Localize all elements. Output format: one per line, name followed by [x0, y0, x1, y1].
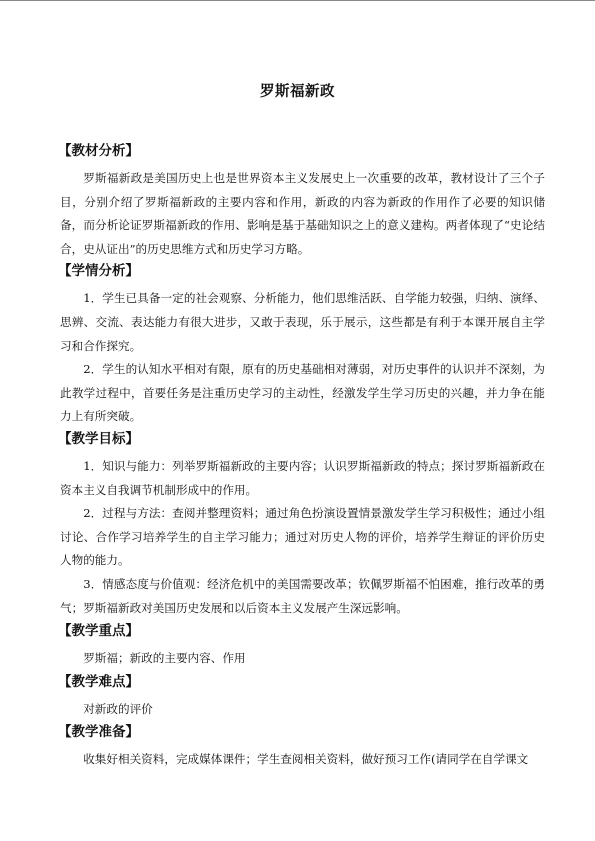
section-difficult-points [60, 672, 545, 722]
section-heading: 【教学重点】 [58, 623, 139, 640]
paragraph: 罗斯福新政是美国历史上也是世界资本主义发展史上一次重要的改革，教材设计了三个子目，分别介绍了罗斯福新政的主要内容和作用，新政的内容为新政的作用作了必要的知识储备，而分析论证罗斯福新政的作用、影响是基于基础知识之上的意义建构。两者体现了“史论结合，史从证出”的历史思维方式和历史学习方略。 [60, 171, 545, 256]
section-student-analysis [60, 261, 545, 429]
section-heading: 【教学目标】 [58, 430, 139, 447]
paragraph: 罗斯福；新政的主要内容、作用 [83, 651, 246, 666]
paragraph: 2．学生的认知水平相对有限，原有的历史基础相对薄弱，对历史事件的认识并不深刻，为此教学过程中，首要任务是注重历史学习的主动性，经激发学生学习历史的兴趣，并力争在能力上有所突破。 [60, 362, 545, 424]
paragraph: 1．知识与能力：列举罗斯福新政的主要内容；认识罗斯福新政的特点；探讨罗斯福新政在资本主义自我调节机制形成中的作用。 [60, 458, 545, 497]
paragraph: 对新政的评价 [83, 701, 153, 716]
document-body [60, 141, 545, 774]
section-heading: 【学情分析】 [58, 263, 139, 280]
section-heading: 【教学难点】 [58, 673, 139, 690]
top-rule [0, 0, 595, 1]
section-heading: 【教材分析】 [58, 143, 139, 159]
paragraph: 1．学生已具备一定的社会观察、分析能力，他们思维活跃、自学能力较强，归纳、演绎、思辨、交流、表达能力有很大进步，又敢于表现，乐于展示，这些都是有利于本课开展自主学习和合作探究。 [60, 291, 545, 353]
paragraph: 2．过程与方法：查阅并整理资料；通过角色扮演设置情景激发学生学习积极性；通过小组讨论、合作学习培养学生的自主学习能力；通过对历史人物的评价，培养学生辩证的评价历史人物的能力。 [60, 506, 545, 568]
section-textbook-analysis [60, 141, 545, 261]
section-teaching-objectives [60, 429, 545, 620]
section-key-points [60, 621, 545, 671]
paragraph: 3．情感态度与价值观：经济危机中的美国需要改革；钦佩罗斯福不怕困难，推行改革的勇气；罗斯福新政对美国历史发展和以后资本主义发展产生深远影响。 [60, 576, 545, 615]
section-heading: 【教学准备】 [58, 724, 139, 741]
document-title: 罗斯福新政 [260, 84, 335, 100]
section-teaching-preparation [60, 722, 545, 772]
paragraph: 收集好相关资料，完成媒体课件；学生查阅相关资料，做好预习工作(请同学在自学课文 [83, 752, 529, 767]
